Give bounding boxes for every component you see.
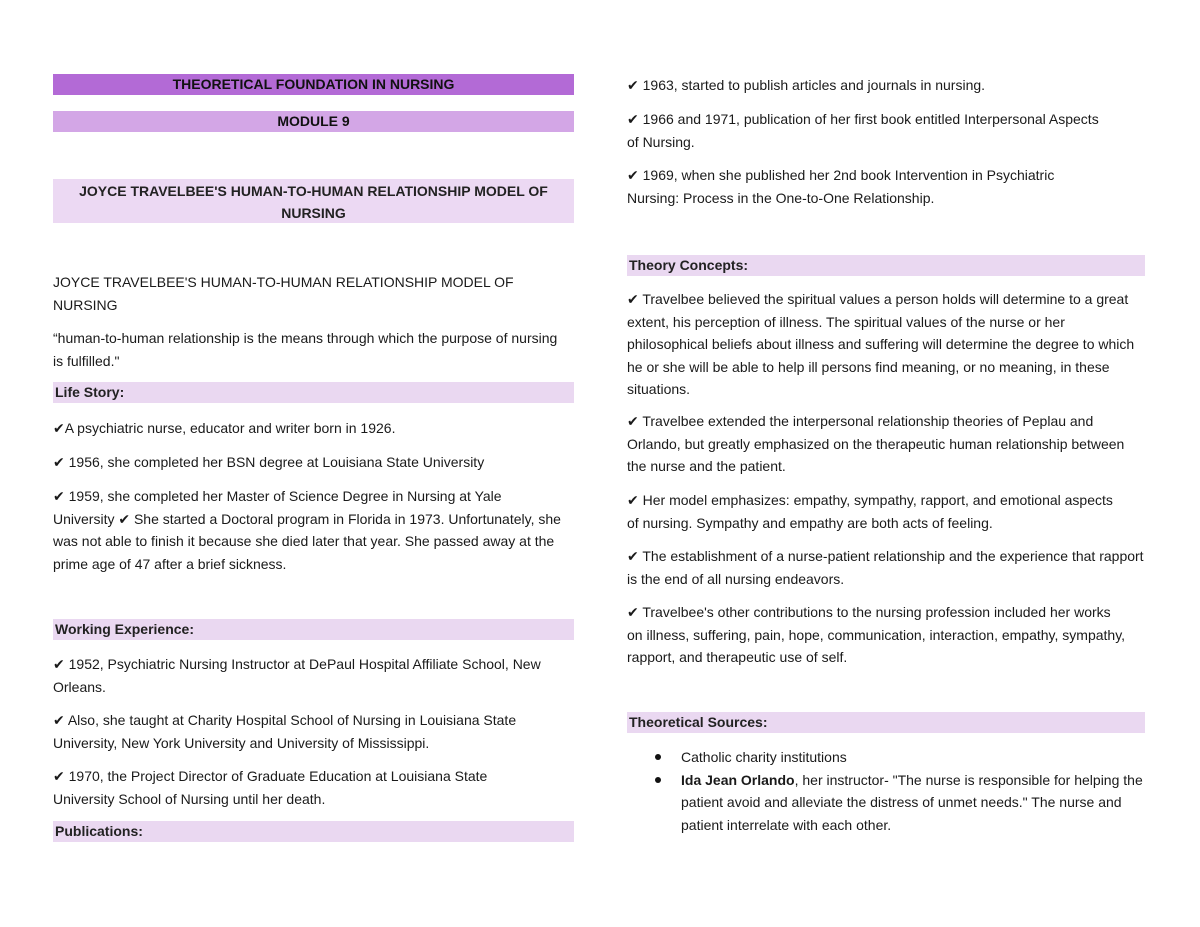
publication-item: ✔ 1963, started to publish articles and journals in nursing. <box>627 77 986 93</box>
course-title-bar: THEORETICAL FOUNDATION IN NURSING <box>53 74 574 95</box>
life-story-item: ✔ 1959, she completed her Master of Science Degree in Nursing at Yale University ✔ She started a Doctoral program in Florida in 1973. Unfortunately, she was not able to finish it because she died later that year. She passed away at the prime age of 47 after a brief sickness. <box>53 488 561 572</box>
life-story-item: ✔ 1956, she completed her BSN degree at Louisiana State University <box>53 454 485 470</box>
source-name: Ida Jean Orlando <box>681 771 795 788</box>
source-text: , her instructor- "The nurse is responsible for helping the patient avoid and alleviate the distress of unmet needs." The nurse and patient interrelate with each other. <box>681 771 1143 833</box>
list-item <box>627 746 1145 769</box>
theory-concept-item: ✔ Her model emphasizes: empathy, sympathy, rapport, and emotional aspects of nursing. Sympathy and empathy are both acts of feeling. <box>627 492 1113 531</box>
working-experience-item: ✔ 1952, Psychiatric Nursing Instructor at DePaul Hospital Affiliate School, New Orleans. <box>53 656 541 695</box>
publication-item: ✔ 1969, when she published her 2nd book Intervention in Psychiatric Nursing: Process in the One-to-One Relationship. <box>627 167 1055 206</box>
working-experience-item: ✔ Also, she taught at Charity Hospital School of Nursing in Louisiana State University, New York University and University of Mississippi. <box>53 712 517 751</box>
life-story-item: ✔A psychiatric nurse, educator and writer born in 1926. <box>53 420 396 436</box>
theoretical-sources-heading: Theoretical Sources: <box>627 712 1145 733</box>
theory-concept-item: ✔ Travelbee believed the spiritual values a person holds will determine to a great extent, his perception of illness. The spiritual values of the nurse or her philosophical beliefs about illness and suffering will determine the degree to which he or she will be able to help ill persons find meaning, or no meaning, in these situations. <box>627 291 1135 397</box>
theory-concept-item: ✔ Travelbee extended the interpersonal relationship theories of Peplau and Orlando, but greatly emphasized on the therapeutic human relationship between the nurse and the patient. <box>627 413 1125 474</box>
theory-concept-item: ✔ The establishment of a nurse-patient relationship and the experience that rapport is the end of all nursing endeavors. <box>627 548 1144 587</box>
theoretical-sources-list <box>627 746 1145 836</box>
theory-concept-item: ✔ Travelbee's other contributions to the nursing profession included her works on illness, suffering, pain, hope, communication, interaction, empathy, sympathy, rapport, and therapeutic use of self. <box>627 604 1126 665</box>
working-experience-item: ✔ 1970, the Project Director of Graduate Education at Louisiana State University School of Nursing until her death. <box>53 768 488 807</box>
publications-heading: Publications: <box>53 821 574 842</box>
intro-heading: JOYCE TRAVELBEE'S HUMAN-TO-HUMAN RELATIONSHIP MODEL OF NURSING <box>53 274 514 313</box>
theory-title-bar: JOYCE TRAVELBEE'S HUMAN-TO-HUMAN RELATIONSHIP MODEL OF NURSING <box>53 179 574 223</box>
working-experience-heading: Working Experience: <box>53 619 574 640</box>
source-text: Catholic charity institutions <box>681 749 847 765</box>
intro-quote: “human-to-human relationship is the means through which the purpose of nursing is fulfilled." <box>53 330 558 369</box>
life-story-heading: Life Story: <box>53 382 574 403</box>
module-title-bar: MODULE 9 <box>53 111 574 132</box>
publication-item: ✔ 1966 and 1971, publication of her first book entitled Interpersonal Aspects of Nursing. <box>627 111 1099 150</box>
theory-concepts-heading: Theory Concepts: <box>627 255 1145 276</box>
list-item <box>627 769 1145 837</box>
